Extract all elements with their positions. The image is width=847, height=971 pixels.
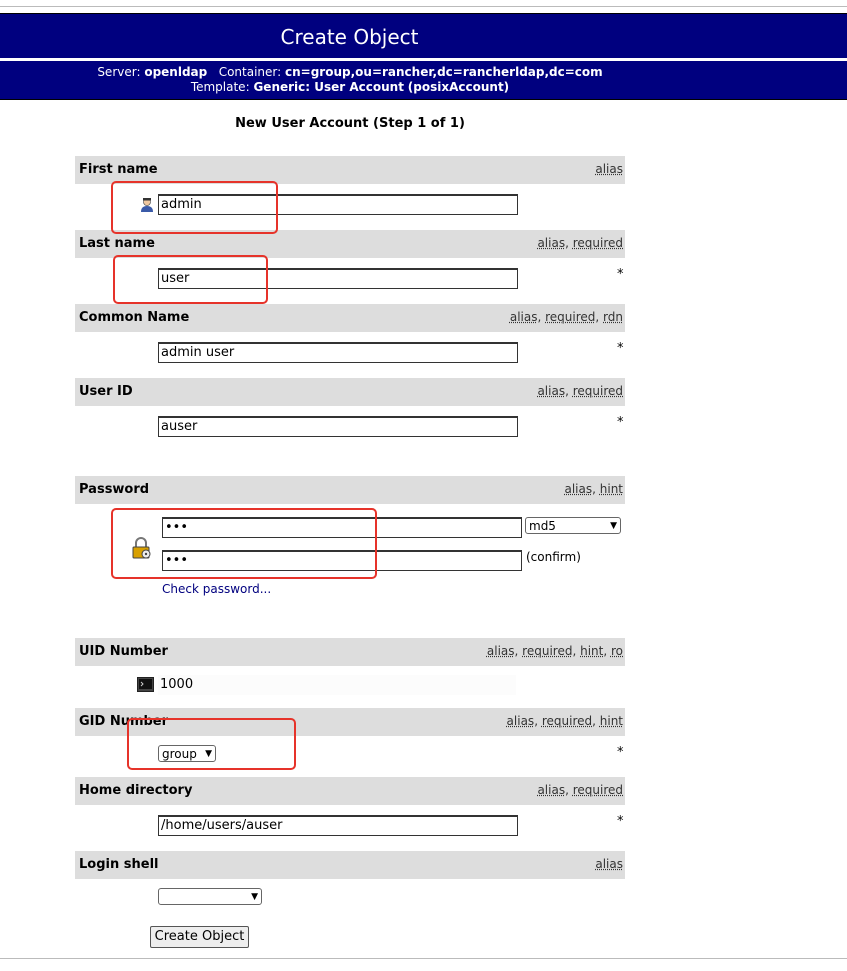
required-marker: * <box>617 415 624 430</box>
field-label: UID Number <box>79 644 168 659</box>
field-hints: alias, required, hint <box>506 714 623 728</box>
annotation-box-gid-number <box>127 718 296 770</box>
field-label: Last name <box>79 236 155 251</box>
hint-alias: alias <box>537 384 566 398</box>
field-label: Password <box>79 482 150 497</box>
hash-select[interactable] <box>525 517 621 534</box>
field-label: GID Number <box>79 714 169 729</box>
field-label: Home directory <box>79 783 193 798</box>
field-label: Login shell <box>79 857 159 872</box>
chevron-down-icon: ▼ <box>251 892 258 902</box>
field-row-home-directory <box>75 777 625 805</box>
hint-alias: alias <box>506 714 535 728</box>
template-value: Generic: User Account <box>253 80 404 94</box>
field-hints <box>595 857 623 871</box>
terminal-icon <box>137 677 154 696</box>
hint-required: required <box>572 384 623 398</box>
hash-select-value: md5 <box>529 519 556 533</box>
create-object-button[interactable]: Create Object <box>150 926 249 948</box>
server-value: openldap <box>144 65 208 79</box>
required-marker: * <box>617 267 624 282</box>
annotation-box-password <box>111 508 377 579</box>
last-name-input[interactable]: user <box>158 268 518 289</box>
bottom-divider <box>0 958 847 959</box>
password-input[interactable]: ••• <box>162 517 522 538</box>
login-shell-select[interactable] <box>158 888 262 905</box>
form-heading: New User Account (Step 1 of 1) <box>235 116 465 131</box>
field-hints: alias, required <box>537 384 623 398</box>
annotation-box-first-name <box>111 181 278 234</box>
field-row-uid-number <box>75 638 625 666</box>
field-hints: alias, required, hint, ro <box>486 644 623 658</box>
field-hints: alias, required <box>537 236 623 250</box>
field-label: Common Name <box>79 310 190 325</box>
hint-alias: alias <box>564 482 593 496</box>
template-label: Template: <box>190 80 250 94</box>
field-hints: alias, required <box>537 783 623 797</box>
field-row-user-id <box>75 378 625 406</box>
server-container-line <box>0 65 700 79</box>
confirm-label: (confirm) <box>526 550 581 564</box>
common-name-input[interactable]: admin user <box>158 342 518 363</box>
chevron-down-icon: ▼ <box>205 749 212 759</box>
check-password-link[interactable]: Check password... <box>162 582 272 596</box>
page-subtitle <box>0 59 847 100</box>
hint-required: required <box>541 714 593 728</box>
hint-alias: alias <box>509 310 538 324</box>
field-hints: alias, required, rdn <box>509 310 623 324</box>
field-row-password <box>75 476 625 504</box>
required-marker: * <box>617 341 624 356</box>
hint-alias: alias <box>595 162 623 176</box>
container-value: cn=group,ou=rancher,dc=rancherldap,dc=com <box>285 65 603 79</box>
field-row-login-shell <box>75 851 625 879</box>
hint-alias: alias <box>537 783 566 797</box>
home-directory-input[interactable]: /home/users/auser <box>158 815 518 836</box>
field-hints <box>595 162 623 176</box>
field-hints: alias, hint <box>564 482 623 496</box>
required-marker: * <box>617 814 624 829</box>
field-row-common-name <box>75 304 625 332</box>
hint-required: required <box>572 236 623 250</box>
hint-rdn: rdn <box>603 310 623 324</box>
page-title-bar <box>0 13 847 58</box>
hint-alias: alias <box>595 857 623 871</box>
uid-number-value: 1000 <box>158 675 516 695</box>
template-line <box>0 80 700 94</box>
page-title: Create Object <box>280 25 419 49</box>
field-label: User ID <box>79 384 133 399</box>
field-row-first-name <box>75 156 625 184</box>
hint-ro: ro <box>610 644 623 658</box>
hint-required: required <box>572 783 623 797</box>
hint-required: required <box>545 310 596 324</box>
password-confirm-input[interactable]: ••• <box>162 550 522 571</box>
user-id-input[interactable]: auser <box>158 416 518 437</box>
field-label: First name <box>79 162 158 177</box>
first-name-input[interactable]: admin <box>158 194 518 215</box>
field-row-last-name <box>75 230 625 258</box>
gid-select-value: group <box>162 747 197 761</box>
hint-alias: alias <box>537 236 566 250</box>
container-label: Container: <box>218 65 282 79</box>
required-marker: * <box>617 745 624 760</box>
hint-hint: hint <box>599 482 623 496</box>
hint-hint: hint <box>580 644 604 658</box>
chevron-down-icon: ▼ <box>610 521 617 531</box>
hint-alias: alias <box>486 644 515 658</box>
template-class: (posixAccount) <box>407 80 510 94</box>
server-label: Server: <box>97 65 141 79</box>
top-divider <box>0 6 847 7</box>
hint-required: required <box>522 644 573 658</box>
annotation-box-last-name <box>113 255 268 304</box>
hint-hint: hint <box>599 714 623 728</box>
